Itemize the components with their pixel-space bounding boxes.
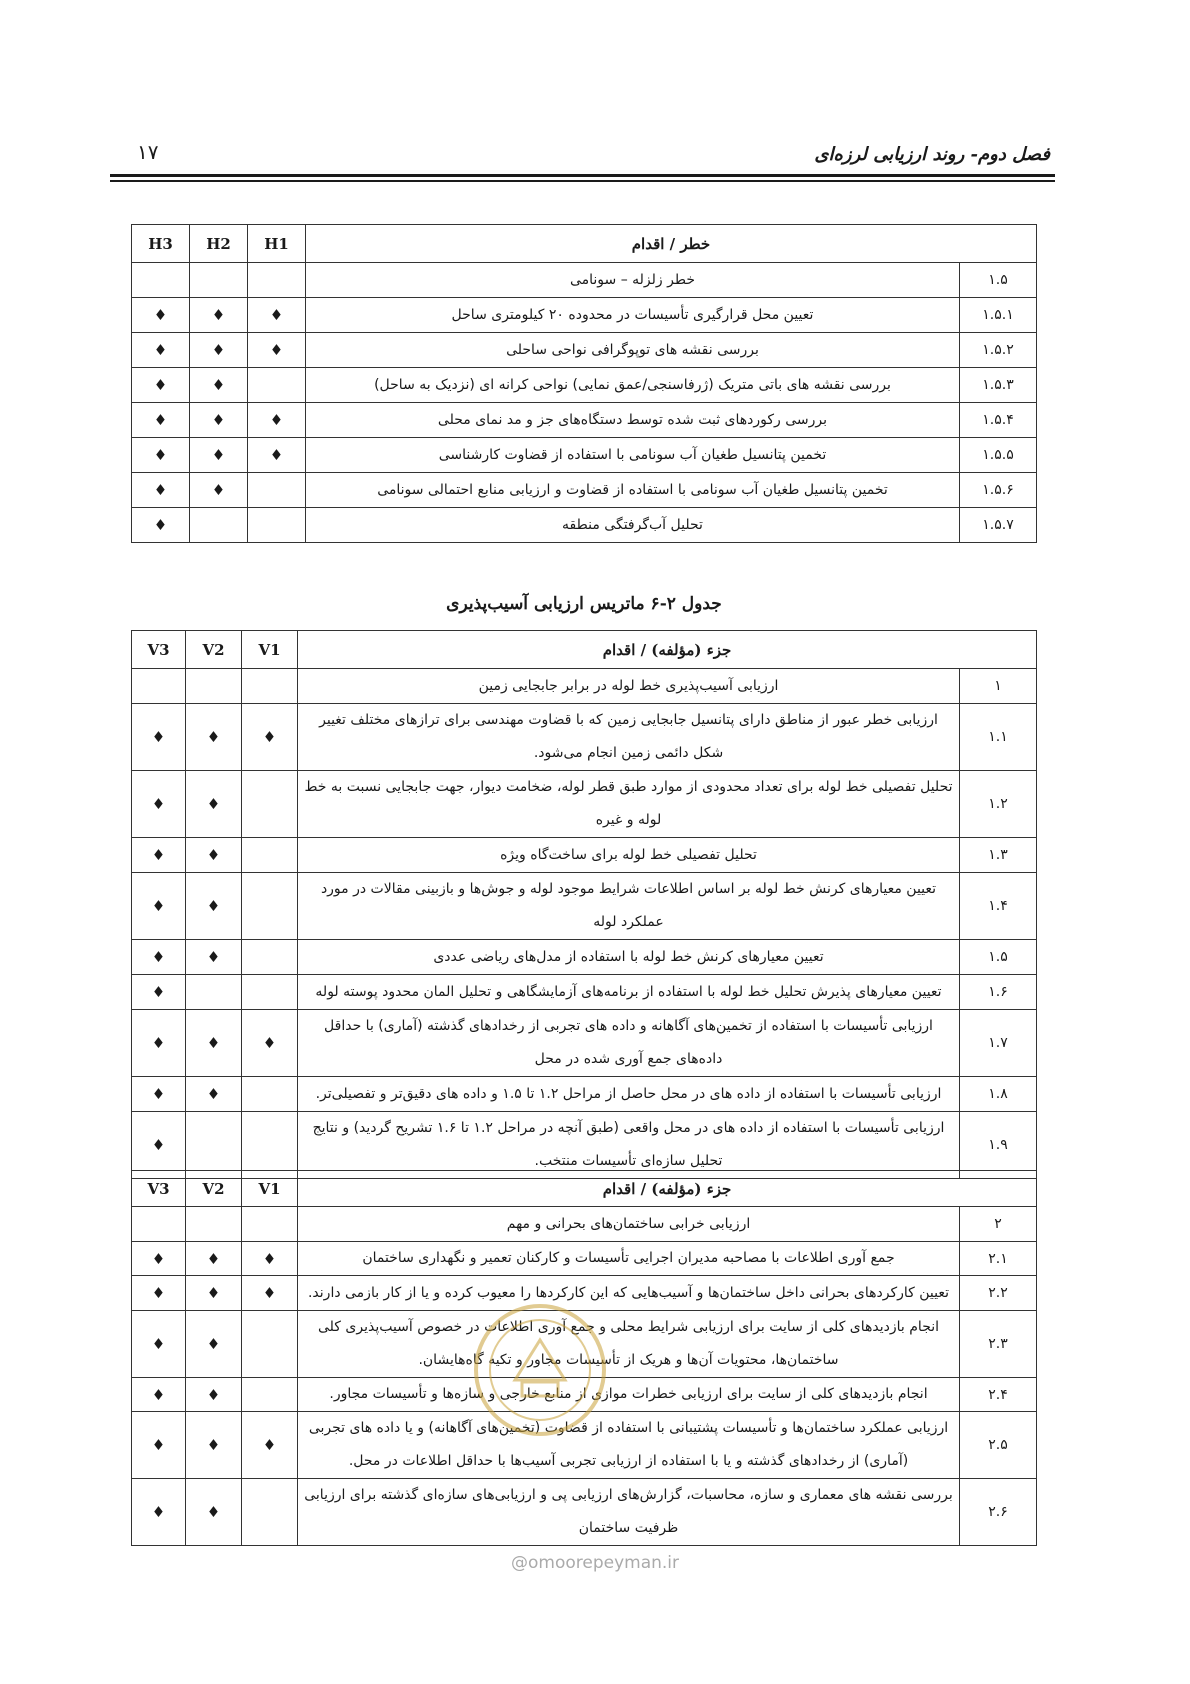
- cell-item-number: ۱.۹: [960, 1112, 1037, 1179]
- cell-item-number: ۱: [960, 669, 1037, 704]
- cell-v3: ♦: [132, 1112, 186, 1179]
- cell-item-number: ۱.۴: [960, 873, 1037, 940]
- cell-v2: ♦: [186, 771, 242, 838]
- cell-description: ارزیابی تأسیسات با استفاده از تخمین‌های آگاهانه و داده های تجربی از رخدادهای گذشته (آماری) با حداقل داده‌های جمع آوری شده در محل: [298, 1010, 960, 1077]
- cell-v1: [242, 1207, 298, 1242]
- cell-v1: ♦: [242, 1242, 298, 1276]
- cell-v3: ♦: [132, 873, 186, 940]
- cell-v2: ♦: [186, 1242, 242, 1276]
- cell-v3: ♦: [132, 1077, 186, 1112]
- col-header-v3: V3: [132, 1171, 186, 1207]
- cell-h2: [190, 508, 248, 543]
- cell-description: انجام بازدیدهای کلی از سایت برای ارزیابی خطرات موازی از منابع خارجی و سازه‌ها و تأسیسات مجاور.: [298, 1378, 960, 1412]
- cell-v2: [186, 669, 242, 704]
- table-row: [132, 873, 1037, 940]
- cell-item-number: ۱.۵: [959, 263, 1036, 298]
- cell-v1: [242, 975, 298, 1010]
- cell-description: تخمین پتانسیل طغیان آب سونامی با استفاده از قضاوت و ارزیابی منابع احتمالی سونامی: [306, 473, 960, 508]
- cell-h1: ♦: [248, 438, 306, 473]
- cell-v3: ♦: [132, 1276, 186, 1311]
- col-header-action: خطر / اقدام: [306, 225, 1037, 263]
- cell-v1: [242, 1378, 298, 1412]
- col-header-action: جزء (مؤلفه) / اقدام: [298, 1171, 1037, 1207]
- col-header-h3: H3: [132, 225, 190, 263]
- cell-h1: ♦: [248, 298, 306, 333]
- cell-item-number: ۱.۵.۶: [959, 473, 1036, 508]
- table-row: [132, 473, 1037, 508]
- cell-v1: [242, 873, 298, 940]
- col-header-h1: H1: [248, 225, 306, 263]
- page-number: ۱۷: [137, 140, 159, 164]
- watermark-url-text: omoorepeyman.ir: [527, 1553, 680, 1573]
- cell-h3: ♦: [132, 473, 190, 508]
- cell-description: تحلیل آب‌گرفتگی منطقه: [306, 508, 960, 543]
- at-icon: @: [510, 1553, 528, 1573]
- cell-v2: ♦: [186, 1311, 242, 1378]
- col-header-v1: V1: [242, 631, 298, 669]
- cell-description: ارزیابی آسیب‌پذیری خط لوله در برابر جابجایی زمین: [298, 669, 960, 704]
- cell-item-number: ۱.۵.۴: [959, 403, 1036, 438]
- cell-item-number: ۲.۱: [960, 1242, 1037, 1276]
- cell-item-number: ۱.۵.۲: [959, 333, 1036, 368]
- cell-item-number: ۲.۶: [960, 1479, 1037, 1546]
- cell-description: بررسی نقشه های باتی متریک (ژرفاسنجی/عمق نمایی) نواحی کرانه ای (نزدیک به ساحل): [306, 368, 960, 403]
- chapter-title: فصل دوم- روند ارزیابی لرزه‌ای: [814, 144, 1050, 165]
- cell-v2: ♦: [186, 1276, 242, 1311]
- cell-v3: ♦: [132, 771, 186, 838]
- cell-v3: ♦: [132, 940, 186, 975]
- cell-v3: [132, 1207, 186, 1242]
- cell-v2: [186, 975, 242, 1010]
- cell-h1: [248, 263, 306, 298]
- cell-description: بررسی نقشه های معماری و سازه، محاسبات، گزارش‌های ارزیابی پی و ارزیابی‌های سازه‌ای گذشته برای ارزیابی ظرفیت ساختمان: [298, 1479, 960, 1546]
- cell-item-number: ۱.۶: [960, 975, 1037, 1010]
- hazard-matrix-table: [131, 224, 1037, 543]
- cell-v1: ♦: [242, 1276, 298, 1311]
- watermark-seal-icon: [470, 1300, 610, 1440]
- cell-v2: [186, 1112, 242, 1179]
- cell-v1: [242, 1311, 298, 1378]
- cell-h2: ♦: [190, 438, 248, 473]
- cell-v1: ♦: [242, 704, 298, 771]
- cell-description: جمع آوری اطلاعات با مصاحبه مدیران اجرایی تأسیسات و کارکنان تعمیر و نگهداری ساختمان: [298, 1242, 960, 1276]
- cell-description: تعیین معیارهای کرنش خط لوله با استفاده از مدل‌های ریاضی عددی: [298, 940, 960, 975]
- table-row: [132, 1112, 1037, 1179]
- col-header-v3: V3: [132, 631, 186, 669]
- cell-h3: ♦: [132, 333, 190, 368]
- table-row: [132, 438, 1037, 473]
- cell-description: تحلیل تفصیلی خط لوله برای ساخت‌گاه ویژه: [298, 838, 960, 873]
- table-row: [132, 669, 1037, 704]
- cell-v2: ♦: [186, 1412, 242, 1479]
- cell-h2: ♦: [190, 473, 248, 508]
- cell-v3: ♦: [132, 704, 186, 771]
- cell-v2: ♦: [186, 873, 242, 940]
- table-row: [132, 298, 1037, 333]
- cell-description: ارزیابی تأسیسات با استفاده از داده های در محل واقعی (طبق آنچه در مراحل ۱.۲ تا ۱.۶ تشریح گردید) و نتایج تحلیل سازه‌ای تأسیسات منتخب.: [298, 1112, 960, 1179]
- cell-item-number: ۱.۵.۱: [959, 298, 1036, 333]
- cell-description: تخمین پتانسیل طغیان آب سونامی با استفاده از قضاوت کارشناسی: [306, 438, 960, 473]
- table-row: [132, 771, 1037, 838]
- table-row: [132, 333, 1037, 368]
- table-row: [132, 368, 1037, 403]
- cell-v1: ♦: [242, 1010, 298, 1077]
- cell-h3: ♦: [132, 368, 190, 403]
- cell-v3: ♦: [132, 1378, 186, 1412]
- cell-v3: ♦: [132, 838, 186, 873]
- cell-h1: ♦: [248, 333, 306, 368]
- cell-h1: [248, 473, 306, 508]
- table-row: [132, 508, 1037, 543]
- col-header-v2: V2: [186, 1171, 242, 1207]
- cell-item-number: ۱.۱: [960, 704, 1037, 771]
- cell-item-number: ۲.۵: [960, 1412, 1037, 1479]
- cell-h3: ♦: [132, 298, 190, 333]
- header-rule: [110, 174, 1055, 177]
- cell-v2: ♦: [186, 1378, 242, 1412]
- table-header-row: [132, 631, 1037, 669]
- cell-item-number: ۱.۵.۷: [959, 508, 1036, 543]
- vulnerability-matrix-table-1: [131, 630, 1037, 1179]
- cell-v1: [242, 1112, 298, 1179]
- cell-h3: ♦: [132, 438, 190, 473]
- cell-description: ارزیابی خرابی ساختمان‌های بحرانی و مهم: [298, 1207, 960, 1242]
- cell-v1: [242, 1479, 298, 1546]
- cell-item-number: ۱.۵.۵: [959, 438, 1036, 473]
- cell-v1: [242, 771, 298, 838]
- cell-v1: ♦: [242, 1412, 298, 1479]
- cell-description: ارزیابی تأسیسات با استفاده از داده های در محل حاصل از مراحل ۱.۲ تا ۱.۵ و داده های دقیق‌تر و تفصیلی‌تر.: [298, 1077, 960, 1112]
- cell-h2: [190, 263, 248, 298]
- cell-item-number: ۱.۲: [960, 771, 1037, 838]
- cell-v2: ♦: [186, 1479, 242, 1546]
- table-row: [132, 1207, 1037, 1242]
- cell-v3: [132, 669, 186, 704]
- cell-description: ارزیابی عملکرد ساختمان‌ها و تأسیسات پشتیبانی با استفاده از قضاوت (تخمین‌های آگاهانه) و یا داده های تجربی (آماری) از رخدادهای گذشته و یا با استفاده از ارزیابی تجربی آسیب‌ها با حداقل اطلاعات در محل.: [298, 1412, 960, 1479]
- cell-description: تعیین معیارهای پذیرش تحلیل خط لوله با استفاده از برنامه‌های آزمایشگاهی و تحلیل المان محدود پوسته لوله: [298, 975, 960, 1010]
- cell-description: خطر زلزله – سونامی: [306, 263, 960, 298]
- table-row: [132, 403, 1037, 438]
- cell-h2: ♦: [190, 333, 248, 368]
- cell-item-number: ۱.۸: [960, 1077, 1037, 1112]
- table-row: [132, 975, 1037, 1010]
- cell-h1: [248, 368, 306, 403]
- cell-h2: ♦: [190, 403, 248, 438]
- table-row: [132, 1479, 1037, 1546]
- cell-v3: ♦: [132, 1479, 186, 1546]
- cell-h1: [248, 508, 306, 543]
- cell-v2: ♦: [186, 940, 242, 975]
- col-header-v1: V1: [242, 1171, 298, 1207]
- table-row: [132, 1242, 1037, 1276]
- cell-description: تعیین کارکردهای بحرانی داخل ساختمان‌ها و آسیب‌هایی که این کارکردها را معیوب کرده و یا از کار بازمی دارند.: [298, 1276, 960, 1311]
- cell-h3: ♦: [132, 403, 190, 438]
- table-caption: جدول ۲-۶ ماتریس ارزیابی آسیب‌پذیری: [446, 594, 722, 614]
- cell-v3: ♦: [132, 1010, 186, 1077]
- table-row: [132, 704, 1037, 771]
- cell-item-number: ۱.۳: [960, 838, 1037, 873]
- cell-h3: ♦: [132, 508, 190, 543]
- col-header-v2: V2: [186, 631, 242, 669]
- cell-v2: [186, 1207, 242, 1242]
- cell-h3: [132, 263, 190, 298]
- header-rule-thin: [110, 180, 1055, 182]
- cell-v3: ♦: [132, 1242, 186, 1276]
- cell-v1: [242, 669, 298, 704]
- cell-v3: ♦: [132, 975, 186, 1010]
- cell-v1: [242, 940, 298, 975]
- table-header-row: [132, 1171, 1037, 1207]
- cell-description: انجام بازدیدهای کلی از سایت برای ارزیابی شرایط محلی و جمع آوری اطلاعات در خصوص آسیب‌پذیری کلی ساختمان‌ها، محتویات آن‌ها و هریک از تأسیسات مجاور و تکیه گاه‌هایشان.: [298, 1311, 960, 1378]
- cell-description: تعیین محل قرارگیری تأسیسات در محدوده ۲۰ کیلومتری ساحل: [306, 298, 960, 333]
- cell-v2: ♦: [186, 704, 242, 771]
- table-row: [132, 1077, 1037, 1112]
- cell-h1: ♦: [248, 403, 306, 438]
- cell-item-number: ۲.۳: [960, 1311, 1037, 1378]
- cell-v1: [242, 838, 298, 873]
- cell-v3: ♦: [132, 1412, 186, 1479]
- col-header-action: جزء (مؤلفه) / اقدام: [298, 631, 1037, 669]
- cell-description: بررسی نقشه های توپوگرافی نواحی ساحلی: [306, 333, 960, 368]
- cell-v3: ♦: [132, 1311, 186, 1378]
- table-row: [132, 1010, 1037, 1077]
- table-row: [132, 940, 1037, 975]
- cell-item-number: ۱.۷: [960, 1010, 1037, 1077]
- cell-v1: [242, 1077, 298, 1112]
- cell-v2: ♦: [186, 838, 242, 873]
- cell-item-number: ۲.۲: [960, 1276, 1037, 1311]
- cell-description: بررسی رکوردهای ثبت شده توسط دستگاه‌های جز و مد نمای محلی: [306, 403, 960, 438]
- cell-item-number: ۱.۵: [960, 940, 1037, 975]
- cell-item-number: ۲: [960, 1207, 1037, 1242]
- cell-v2: ♦: [186, 1077, 242, 1112]
- table-header-row: [132, 225, 1037, 263]
- cell-item-number: ۱.۵.۳: [959, 368, 1036, 403]
- cell-description: تحلیل تفصیلی خط لوله برای تعداد محدودی از موارد طبق قطر لوله، ضخامت دیوار، جهت جابجایی نسبت به خط لوله و غیره: [298, 771, 960, 838]
- cell-h2: ♦: [190, 298, 248, 333]
- table-row: [132, 838, 1037, 873]
- watermark-url: [0, 1553, 1190, 1573]
- cell-item-number: ۲.۴: [960, 1378, 1037, 1412]
- cell-description: ارزیابی خطر عبور از مناطق دارای پتانسیل جابجایی زمین که با قضاوت مهندسی برای ترازهای مختلف تغییر شکل دائمی زمین انجام می‌شود.: [298, 704, 960, 771]
- table-row: [132, 263, 1037, 298]
- cell-v2: ♦: [186, 1010, 242, 1077]
- cell-description: تعیین معیارهای کرنش خط لوله بر اساس اطلاعات شرایط موجود لوله و جوش‌ها و بازبینی مقالات در مورد عملکرد لوله: [298, 873, 960, 940]
- col-header-h2: H2: [190, 225, 248, 263]
- cell-h2: ♦: [190, 368, 248, 403]
